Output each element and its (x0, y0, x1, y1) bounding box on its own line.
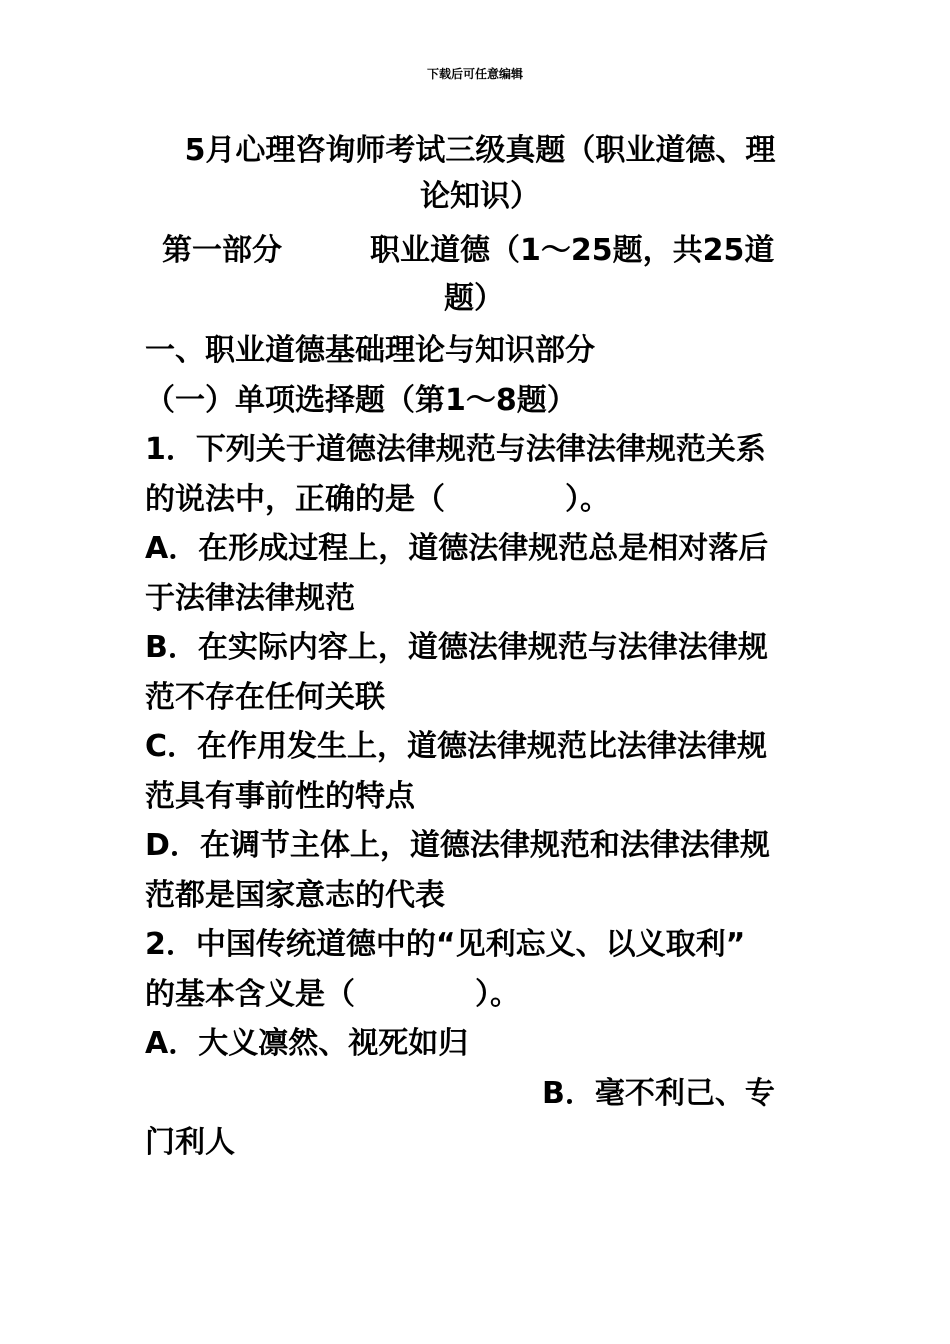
option-a-line-1: A．大义凛然、视死如归 (145, 1026, 469, 1061)
part-label: 第一部分 (162, 233, 282, 268)
document-title-line-2: 论知识） (420, 179, 540, 214)
question-2 (145, 920, 805, 1168)
main-content (145, 326, 805, 1168)
section-subheading: （一）单项选择题（第1～8题） (145, 382, 577, 418)
question-stem-line: 1．下列关于道德法律规范与法律法律规范关系 (145, 432, 766, 467)
option-d-line-1: D．在调节主体上，道德法律规范和法律法律规 (145, 828, 770, 863)
question-1 (145, 425, 805, 920)
document-title (160, 128, 800, 220)
section-heading: 一、职业道德基础理论与知识部分 (145, 333, 595, 368)
option-c-line-1: C．在作用发生上，道德法律规范比法律法律规 (145, 729, 768, 764)
part-name: 职业道德（1～25题，共25道 (370, 233, 775, 268)
part-name-continued: 题） (444, 281, 504, 316)
option-b-line-1: B．在实际内容上，道德法律规范与法律法律规 (145, 630, 768, 665)
page-header-note: 下载后可任意编辑 (426, 67, 523, 81)
document-title-line-1: 5月心理咨询师考试三级真题（职业道德、理 (184, 133, 776, 168)
question-stem-line: 的说法中，正确的是（ ）。 (145, 481, 610, 517)
option-b-line-1: B．毫不利己、专 (542, 1075, 775, 1111)
option-d-line-2: 范都是国家意志的代表 (145, 877, 445, 913)
option-b-line-2: 范不存在任何关联 (145, 679, 385, 715)
option-a-line-1: A．在形成过程上，道德法律规范总是相对落后 (145, 531, 769, 566)
option-c-line-2: 范具有事前性的特点 (145, 778, 415, 814)
question-stem-line: 2．中国传统道德中的“见利忘义、以义取利” (145, 927, 746, 962)
option-a-line-2: 于法律法律规范 (145, 580, 355, 616)
question-stem-line: 的基本含义是（ ）。 (145, 976, 520, 1012)
option-b-line-2: 门利人 (145, 1125, 235, 1160)
